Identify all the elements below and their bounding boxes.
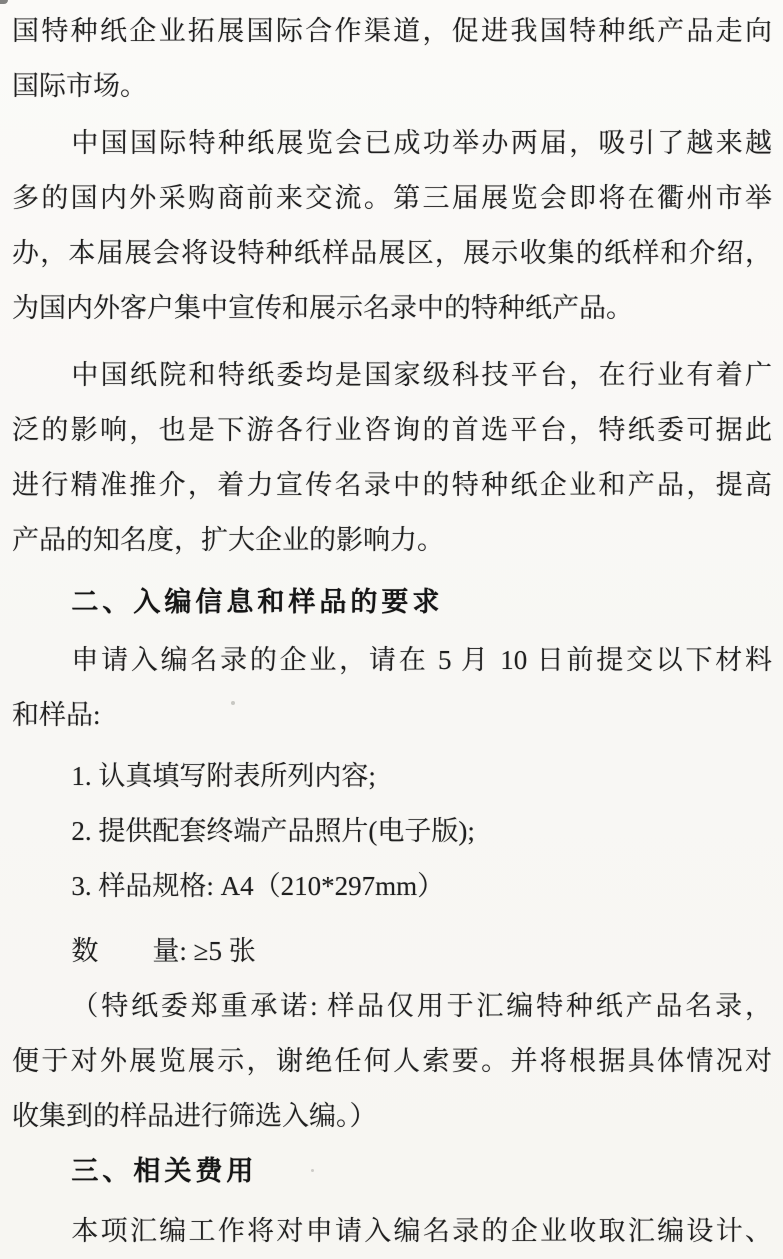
list-item-1: 1. 认真填写附表所列内容; [71, 761, 376, 791]
document-text-line: 进行精准推介，着力宣传名录中的特种纸企业和产品，提高 [12, 470, 772, 500]
document-text-line: 泛的影响，也是下游各行业咨询的首选平台，特纸委可据此 [12, 415, 772, 445]
section-heading-2: 二、入编信息和样品的要求 [71, 587, 444, 617]
document-text-line: 国际市场。 [12, 71, 147, 101]
document-text-line: 多的国内外采购商前来交流。第三届展览会即将在衢州市举 [12, 183, 772, 213]
scan-speck [231, 701, 235, 705]
document-text-line: 中国国际特种纸展览会已成功举办两届，吸引了越来越 [71, 128, 772, 158]
quantity-line: 数 量: ≥5 张 [71, 936, 256, 966]
document-text-line: 本项汇编工作将对申请入编名录的企业收取汇编设计、 [71, 1216, 772, 1246]
document-text-line: 产品的知名度，扩大企业的影响力。 [12, 525, 444, 555]
document-text-line: 为国内外客户集中宣传和展示名录中的特种纸产品。 [12, 293, 633, 323]
document-text-line: 便于对外展览展示，谢绝任何人索要。并将根据具体情况对 [12, 1046, 772, 1076]
section-heading-3: 三、相关费用 [71, 1156, 258, 1186]
document-text-line: 收集到的样品进行筛选入编。） [12, 1101, 377, 1131]
document-text-line: 办，本届展会将设特种纸样品展区，展示收集的纸样和介绍， [12, 238, 772, 268]
document-text-line: 中国纸院和特纸委均是国家级科技平台，在行业有着广 [71, 360, 772, 390]
list-item-3: 3. 样品规格: A4（210*297mm） [71, 871, 445, 901]
document-text-line: （特纸委郑重承诺: 样品仅用于汇编特种纸产品名录， [71, 991, 772, 1021]
document-text-line: 国特种纸企业拓展国际合作渠道，促进我国特种纸产品走向 [12, 16, 772, 46]
document-text-line: 申请入编名录的企业，请在 5 月 10 日前提交以下材料 [71, 645, 772, 675]
scan-speck [311, 1169, 314, 1172]
document-text-line: 和样品: [12, 700, 101, 730]
list-item-2: 2. 提供配套终端产品照片(电子版); [71, 816, 475, 846]
scan-edge-artifact [0, 0, 8, 4]
